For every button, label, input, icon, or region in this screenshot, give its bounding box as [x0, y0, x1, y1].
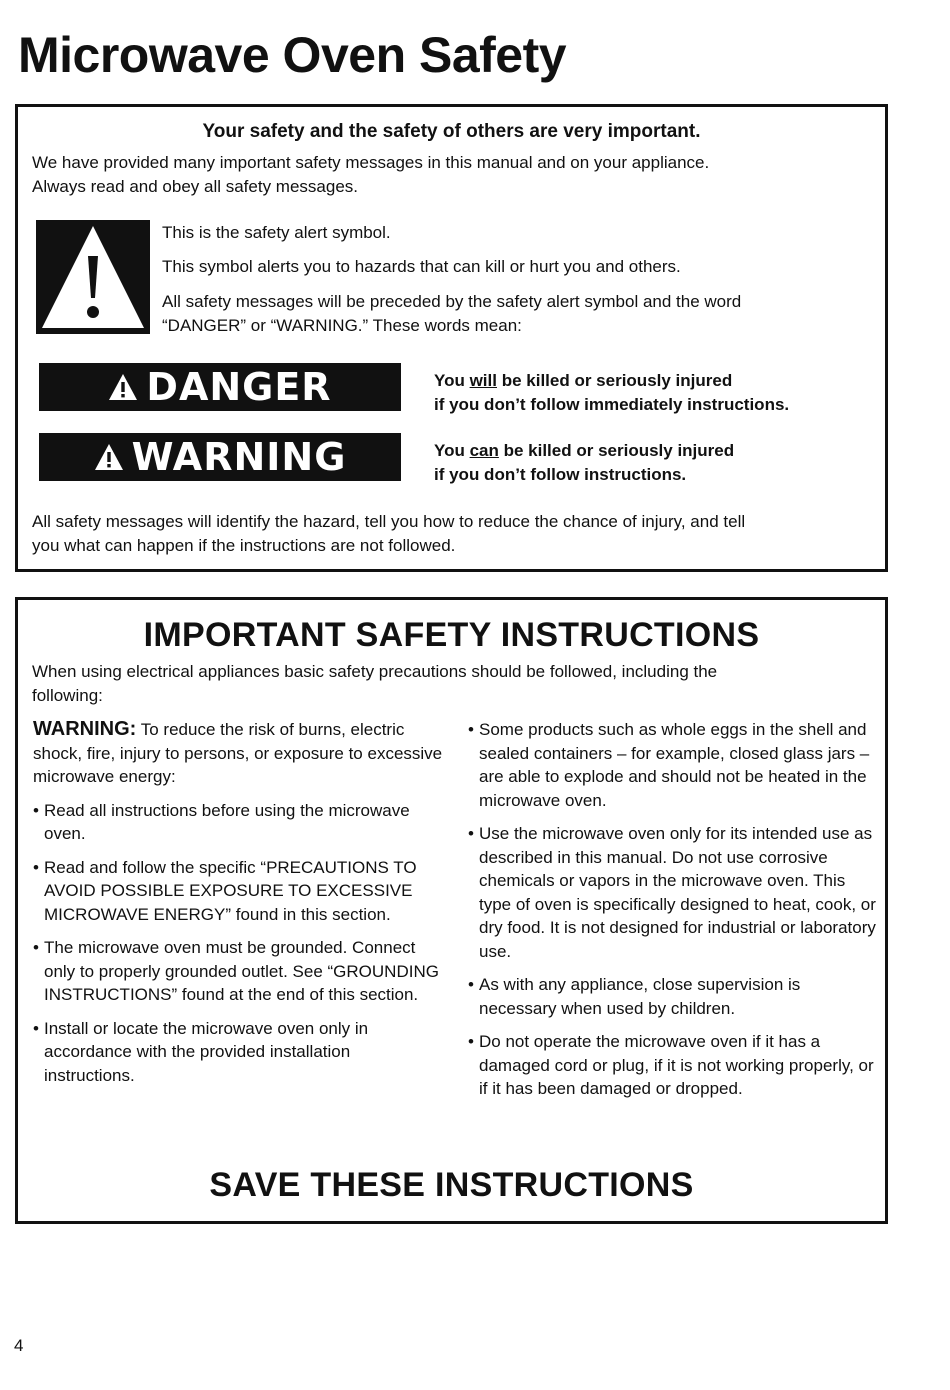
list-item: • The microwave oven must be grounded. Connect only to properly grounded outlet. See “GROUNDING INSTRUCTIONS” found at the end of this section.	[33, 938, 439, 1004]
list-item: • Do not operate the microwave oven if it has a damaged cord or plug, if it is not working properly, or if it has been damaged or dropped.	[468, 1032, 874, 1098]
warning-alert-icon	[94, 443, 124, 471]
save-instructions-heading: SAVE THESE INSTRUCTIONS	[209, 1166, 694, 1204]
danger-banner	[39, 363, 401, 411]
instructions-heading: IMPORTANT SAFETY INSTRUCTIONS	[143, 616, 760, 654]
safety-instructions-box	[15, 597, 888, 1224]
list-item: • As with any appliance, close supervision is necessary when used by children.	[468, 975, 801, 1018]
danger-alert-icon	[108, 373, 138, 401]
list-item: • Use the microwave oven only for its intended use as described in this manual. Do not use corrosive chemicals or vapors in the microwave oven. This type of oven is specifically designed to heat, cook, or dry food. It is not designed for industrial or laboratory use.	[468, 824, 876, 961]
danger-description: You will be killed or seriously injured if you don’t follow immediately instructions.	[434, 371, 790, 414]
list-item: • Install or locate the microwave oven only in accordance with the provided installation instructions.	[33, 1018, 369, 1085]
warning-description: You can be killed or seriously injured if you don’t follow instructions.	[434, 441, 735, 484]
warning-inline-label: WARNING:	[33, 718, 137, 740]
intro-line-1: We have provided many important safety messages in this manual and on your appliance.	[32, 153, 710, 172]
intro-footer-line-2: you what can happen if the instructions are not followed.	[32, 536, 456, 555]
list-item: • Read all instructions before using the microwave oven.	[33, 800, 410, 843]
symbol-text-1: This is the safety alert symbol.	[162, 223, 391, 242]
warning-banner	[39, 433, 401, 481]
symbol-text-4: “DANGER” or “WARNING.” These words mean:	[162, 316, 522, 335]
safety-intro-box	[15, 104, 888, 572]
instructions-intro-line-1: When using electrical appliances basic safety precautions should be followed, including the	[32, 662, 718, 681]
symbol-text-2: This symbol alerts you to hazards that can kill or hurt you and others.	[162, 257, 681, 276]
list-item: • Read and follow the specific “PRECAUTIONS TO AVOID POSSIBLE EXPOSURE TO EXCESSIVE MICROWAVE ENERGY” found in this section.	[33, 857, 417, 924]
intro-heading: Your safety and the safety of others are very important.	[202, 121, 701, 142]
warning-paragraph	[33, 718, 443, 789]
intro-line-2: Always read and obey all safety messages.	[32, 177, 359, 196]
intro-footer-line-1: All safety messages will identify the hazard, tell you how to reduce the chance of injury, and tell	[32, 512, 746, 531]
symbol-text-3: All safety messages will be preceded by the safety alert symbol and the word	[162, 292, 742, 311]
instructions-intro-line-2: following:	[32, 686, 103, 705]
warning-inline-text: To reduce the risk of burns, electric shock, fire, injury to persons, or exposure to excessive microwave energy:	[33, 720, 443, 786]
danger-label: DANGER	[146, 365, 332, 409]
safety-alert-triangle-icon	[36, 220, 150, 334]
page-number: 4	[14, 1336, 24, 1355]
list-item: • Some products such as whole eggs in the shell and sealed containers – for example, closed glass jars – are able to explode and should not be heated in the microwave oven.	[468, 720, 870, 810]
warning-label: WARNING	[131, 435, 347, 479]
instructions-right-column	[468, 718, 880, 1101]
instructions-left-column	[33, 718, 443, 1087]
page-title: Microwave Oven Safety	[18, 27, 567, 83]
